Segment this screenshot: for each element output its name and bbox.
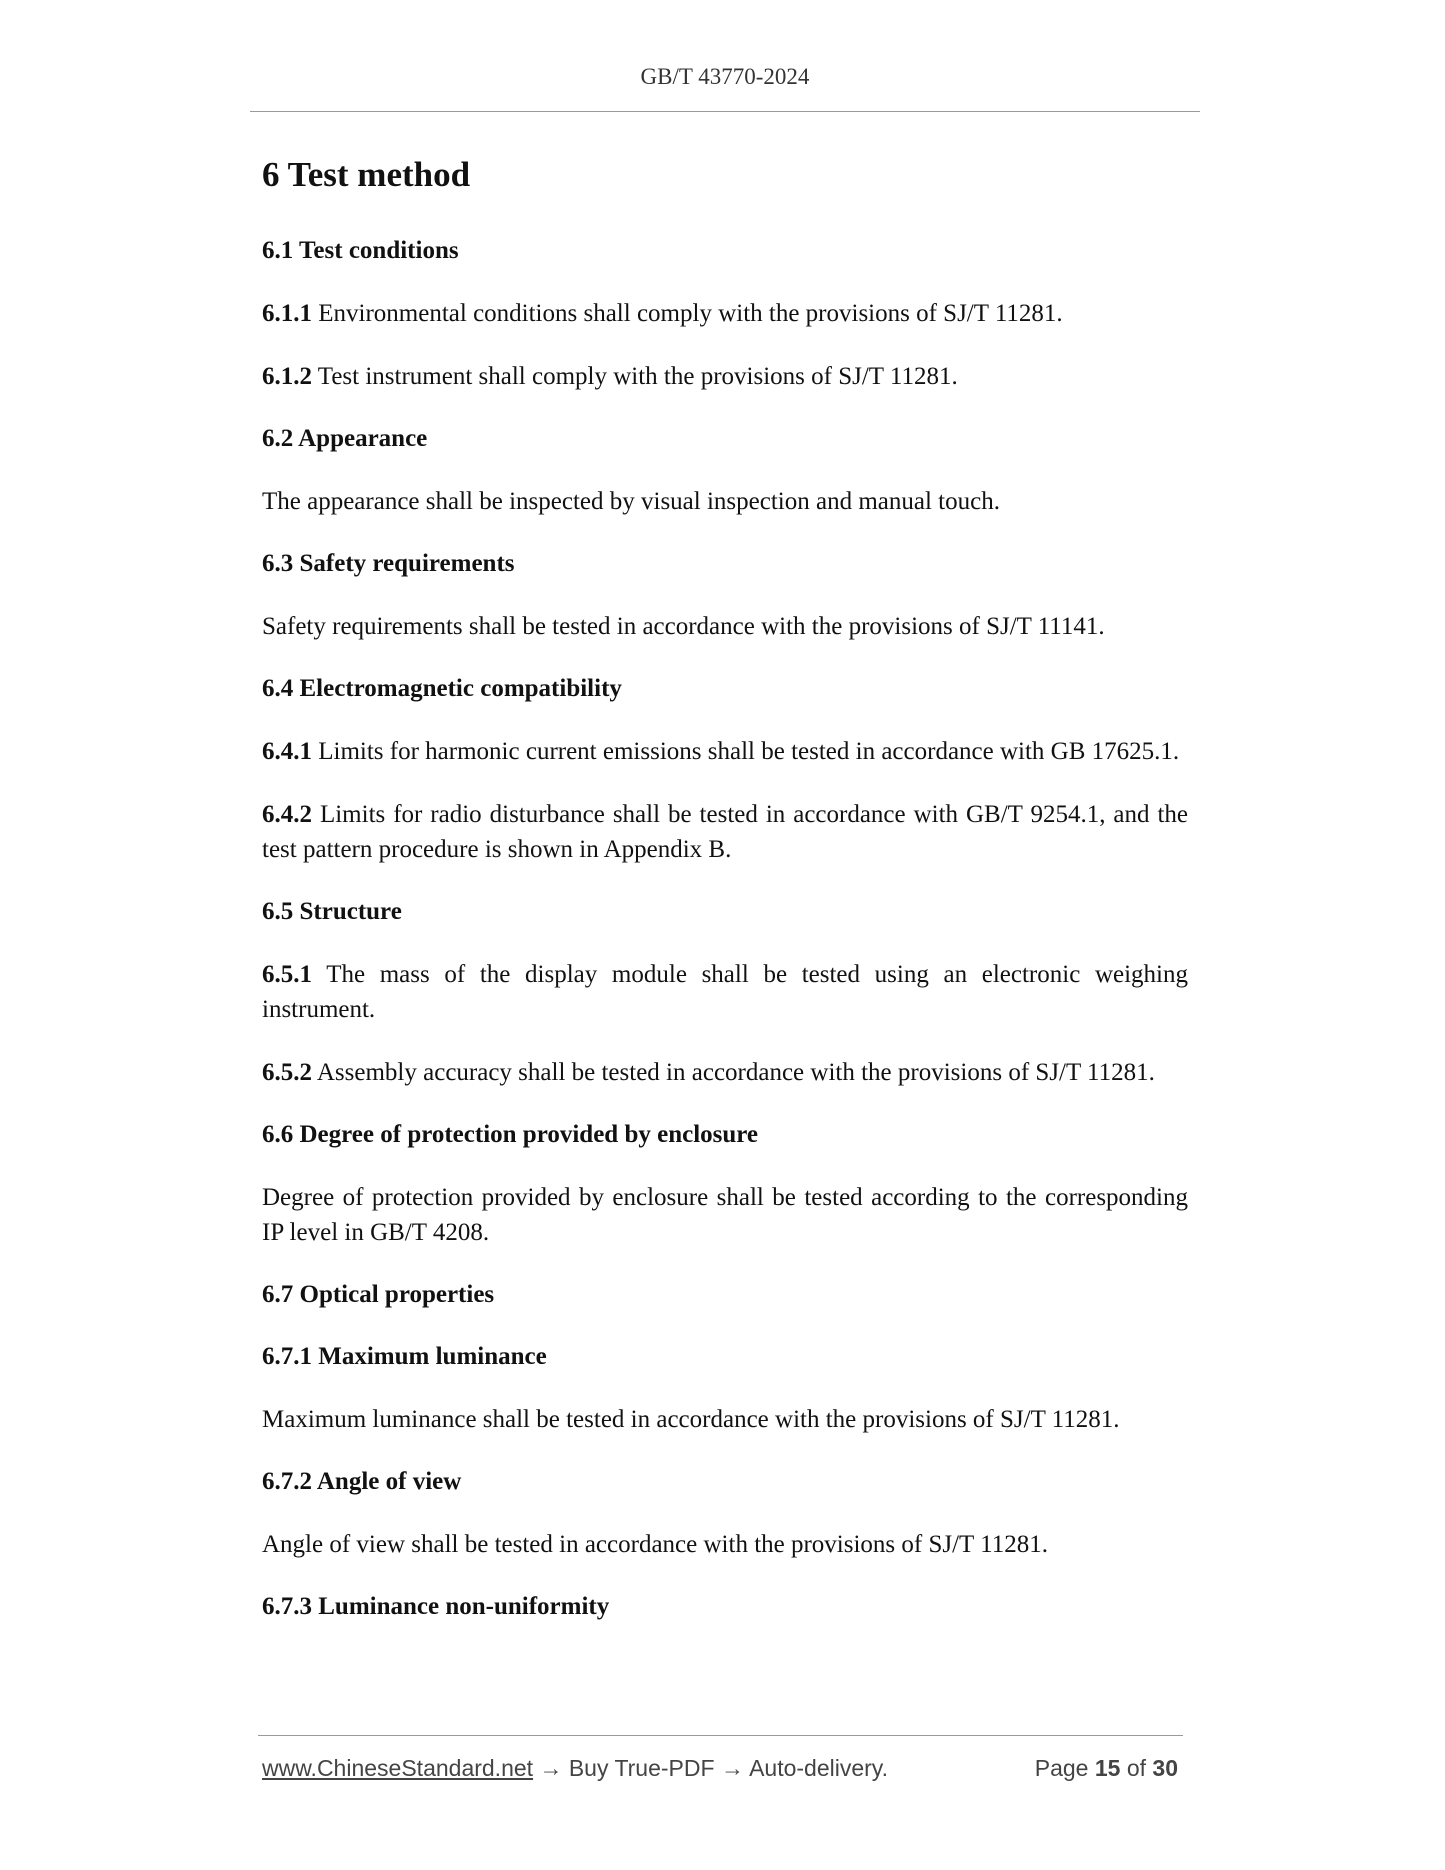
paragraph-text: Safety requirements shall be tested in accordance with the provisions of SJ/T 11141. — [262, 612, 1105, 640]
section-heading: 6.6 Degree of protection provided by enclosure — [262, 1120, 759, 1148]
paragraph — [262, 1402, 1188, 1437]
clause-number: 6.5.1 — [262, 960, 312, 988]
paragraph-text: The mass of the display module shall be tested using an electronic weighing instrument. — [262, 960, 1188, 1023]
paragraph — [262, 296, 1188, 331]
paragraph-text: Environmental conditions shall comply with the provisions of SJ/T 11281. — [312, 299, 1063, 327]
paragraph-text: Assembly accuracy shall be tested in accordance with the provisions of SJ/T 11281. — [312, 1058, 1155, 1086]
section-heading: 6.2 Appearance — [262, 424, 428, 452]
section-heading: 6.7 Optical properties — [262, 1280, 495, 1308]
paragraph-text: Limits for radio disturbance shall be tested in accordance with GB/T 9254.1, and the test pattern procedure is shown in Appendix B. — [262, 800, 1188, 863]
section-heading: 6.1 Test conditions — [262, 236, 459, 264]
subsection-heading: 6.7.1 Maximum luminance — [262, 1342, 547, 1370]
clause-number: 6.4.1 — [262, 737, 312, 765]
paragraph — [262, 484, 1188, 519]
arrow-right-icon: → — [539, 1755, 563, 1781]
paragraph — [262, 797, 1188, 867]
paragraph — [262, 359, 1188, 394]
section-heading: 6.4 Electromagnetic compatibility — [262, 674, 622, 702]
arrow-right-icon: → — [720, 1755, 744, 1781]
clause-number: 6.5.2 — [262, 1058, 312, 1086]
delivery-text: Auto-delivery. — [749, 1755, 888, 1781]
paragraph-text: Degree of protection provided by enclosure shall be tested according to the corresponding IP level in GB/T 4208. — [262, 1183, 1188, 1246]
chapter-title: 6 Test method — [262, 155, 471, 194]
paragraph — [262, 1180, 1188, 1250]
subsection-heading: 6.7.3 Luminance non-uniformity — [262, 1592, 610, 1620]
page-of: of — [1126, 1755, 1147, 1781]
page-total: 30 — [1152, 1755, 1178, 1781]
paragraph-text: Test instrument shall comply with the provisions of SJ/T 11281. — [312, 362, 958, 390]
footer-divider — [258, 1735, 1183, 1736]
site-link[interactable]: www.ChineseStandard.net — [262, 1755, 534, 1781]
paragraph — [262, 1055, 1188, 1090]
page-label: Page — [1034, 1755, 1089, 1781]
header-divider — [250, 111, 1200, 112]
paragraph-text: Limits for harmonic current emissions shall be tested in accordance with GB 17625.1. — [312, 737, 1180, 765]
subsection-heading: 6.7.2 Angle of view — [262, 1467, 462, 1495]
clause-number: 6.4.2 — [262, 800, 312, 828]
page-content — [262, 152, 1188, 1652]
section-heading: 6.5 Structure — [262, 897, 402, 925]
page-header: GB/T 43770-2024 — [640, 64, 810, 89]
page-number — [1035, 1753, 1178, 1783]
buy-text: Buy True-PDF — [568, 1755, 715, 1781]
page-current: 15 — [1094, 1755, 1121, 1781]
clause-number: 6.1.2 — [262, 362, 312, 390]
footer-promo — [262, 1753, 888, 1783]
clause-number: 6.1.1 — [262, 299, 312, 327]
section-heading: 6.3 Safety requirements — [262, 549, 515, 577]
paragraph-text: Angle of view shall be tested in accordance with the provisions of SJ/T 11281. — [262, 1530, 1048, 1558]
paragraph — [262, 957, 1188, 1027]
paragraph-text: Maximum luminance shall be tested in accordance with the provisions of SJ/T 11281. — [262, 1405, 1120, 1433]
paragraph — [262, 1527, 1188, 1562]
paragraph — [262, 734, 1188, 769]
paragraph — [262, 609, 1188, 644]
paragraph-text: The appearance shall be inspected by visual inspection and manual touch. — [262, 487, 1000, 515]
